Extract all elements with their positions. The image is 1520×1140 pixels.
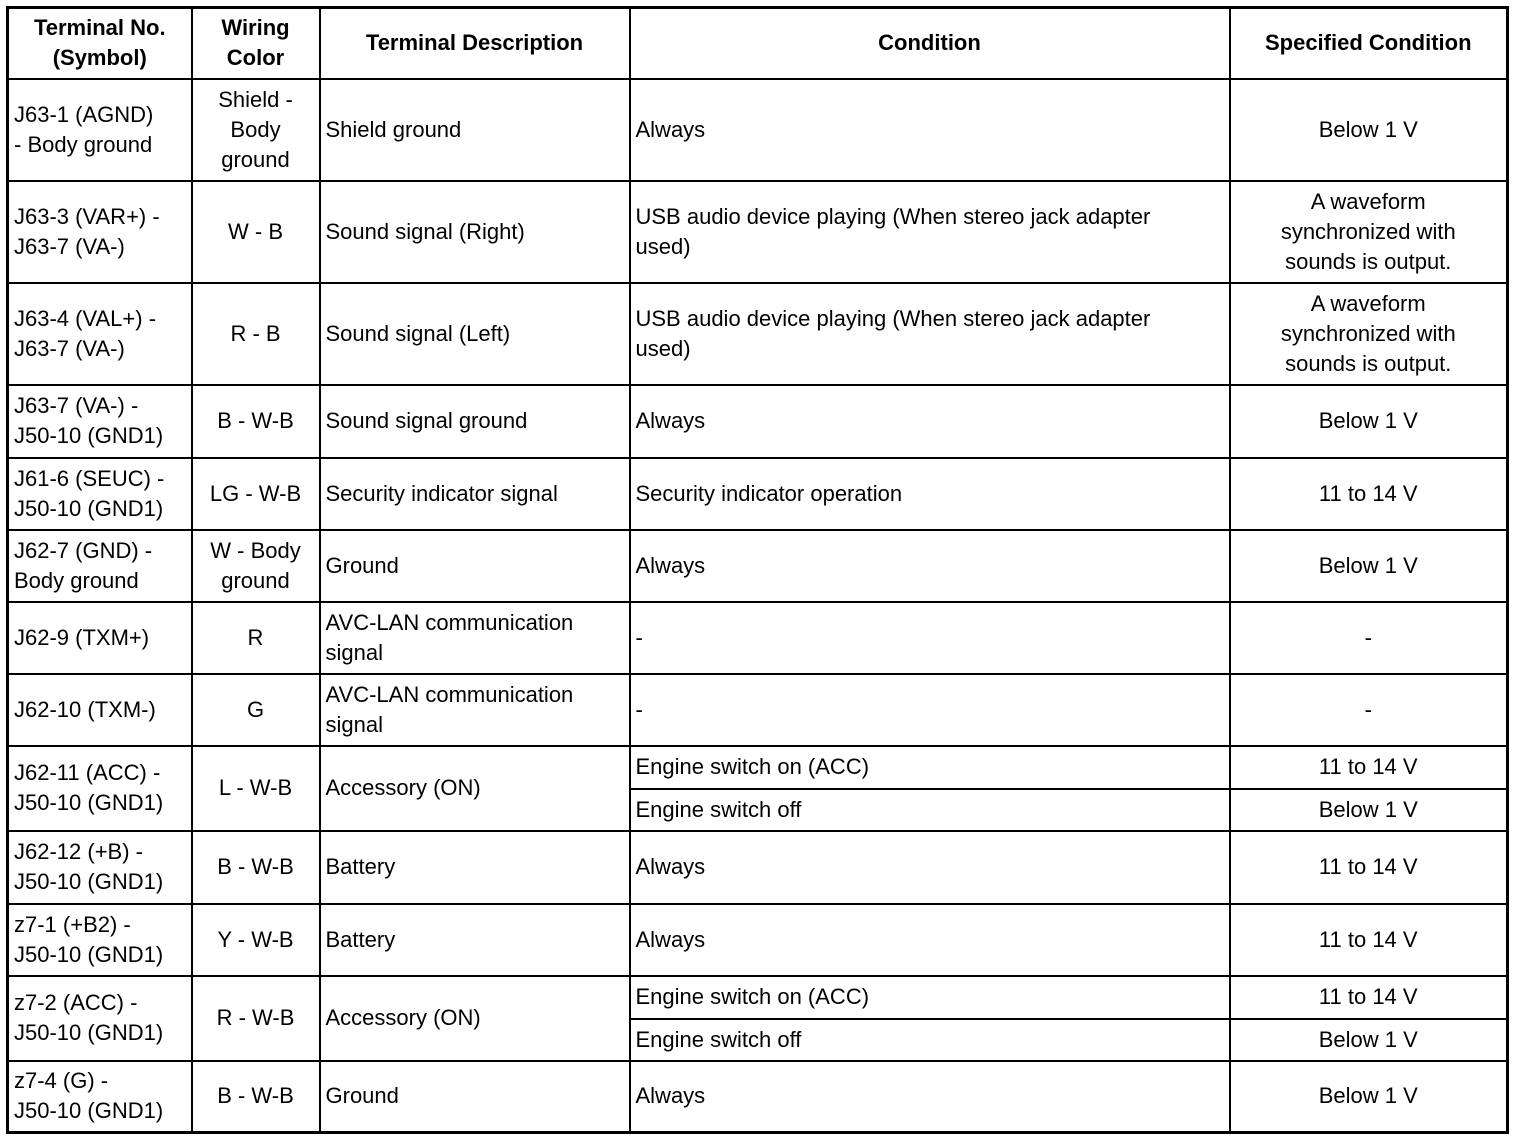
description-cell: AVC-LAN communication signal <box>320 602 630 674</box>
specified-condition-cell: Below 1 V <box>1230 79 1508 181</box>
wiring-color-cell: LG - W-B <box>192 458 320 530</box>
description-cell: Battery <box>320 904 630 976</box>
specified-condition-cell: A waveform synchronized with sounds is output. <box>1230 181 1508 283</box>
description-cell: Battery <box>320 831 630 904</box>
specified-condition-cell: 11 to 14 V <box>1230 831 1508 904</box>
description-cell: Shield ground <box>320 79 630 181</box>
specified-condition-cell: 11 to 14 V <box>1230 746 1508 789</box>
terminal-cell: J62-10 (TXM-) <box>8 674 192 746</box>
condition-cell: Always <box>630 904 1230 976</box>
table-row <box>8 283 1508 385</box>
condition-cell: Always <box>630 385 1230 458</box>
table-row <box>8 831 1508 904</box>
terminal-cell: J61-6 (SEUC) - J50-10 (GND1) <box>8 458 192 530</box>
terminal-cell: z7-4 (G) - J50-10 (GND1) <box>8 1061 192 1133</box>
terminal-cell: J63-3 (VAR+) - J63-7 (VA-) <box>8 181 192 283</box>
wiring-color-cell: B - W-B <box>192 831 320 904</box>
header-terminal: Terminal No. (Symbol) <box>8 8 192 79</box>
specified-condition-cell: 11 to 14 V <box>1230 904 1508 976</box>
specified-condition-cell: Below 1 V <box>1230 1019 1508 1061</box>
specified-condition-cell: - <box>1230 674 1508 746</box>
wiring-color-cell: R - W-B <box>192 976 320 1061</box>
header-terminal-description: Terminal Description <box>320 8 630 79</box>
terminal-cell: J62-7 (GND) - Body ground <box>8 530 192 602</box>
condition-cell: USB audio device playing (When stereo jack adapter used) <box>630 181 1230 283</box>
specified-condition-cell: 11 to 14 V <box>1230 458 1508 530</box>
wiring-color-cell: L - W-B <box>192 746 320 831</box>
wiring-color-cell: Y - W-B <box>192 904 320 976</box>
condition-cell: - <box>630 602 1230 674</box>
table-row <box>8 458 1508 530</box>
terminal-cell: J63-1 (AGND) - Body ground <box>8 79 192 181</box>
description-cell: Accessory (ON) <box>320 976 630 1061</box>
condition-cell: USB audio device playing (When stereo jack adapter used) <box>630 283 1230 385</box>
condition-cell: Security indicator operation <box>630 458 1230 530</box>
header-condition: Condition <box>630 8 1230 79</box>
specified-condition-cell: A waveform synchronized with sounds is output. <box>1230 283 1508 385</box>
description-cell: AVC-LAN communication signal <box>320 674 630 746</box>
table-row <box>8 181 1508 283</box>
wiring-color-cell: R - B <box>192 283 320 385</box>
header-wiring-color: Wiring Color <box>192 8 320 79</box>
description-cell: Ground <box>320 530 630 602</box>
table-row <box>8 530 1508 602</box>
terminal-cell: J62-9 (TXM+) <box>8 602 192 674</box>
table-row <box>8 385 1508 458</box>
condition-cell: Engine switch on (ACC) <box>630 746 1230 789</box>
wiring-color-cell: W - Body ground <box>192 530 320 602</box>
terminal-spec-table <box>6 6 1509 1134</box>
wiring-color-cell: R <box>192 602 320 674</box>
specified-condition-cell: Below 1 V <box>1230 530 1508 602</box>
specified-condition-cell: Below 1 V <box>1230 385 1508 458</box>
header-specified-condition: Specified Condition <box>1230 8 1508 79</box>
terminal-cell: J62-12 (+B) - J50-10 (GND1) <box>8 831 192 904</box>
specified-condition-cell: - <box>1230 602 1508 674</box>
condition-cell: Engine switch on (ACC) <box>630 976 1230 1019</box>
table-row <box>8 79 1508 181</box>
terminal-cell: J63-7 (VA-) - J50-10 (GND1) <box>8 385 192 458</box>
wiring-color-cell: G <box>192 674 320 746</box>
table-header <box>8 8 1508 79</box>
table-row <box>8 1061 1508 1133</box>
terminal-cell: z7-2 (ACC) - J50-10 (GND1) <box>8 976 192 1061</box>
description-cell: Ground <box>320 1061 630 1133</box>
table-row <box>8 904 1508 976</box>
terminal-cell: z7-1 (+B2) - J50-10 (GND1) <box>8 904 192 976</box>
terminal-cell: J63-4 (VAL+) - J63-7 (VA-) <box>8 283 192 385</box>
description-cell: Sound signal (Right) <box>320 181 630 283</box>
condition-cell: Always <box>630 831 1230 904</box>
specified-condition-cell: Below 1 V <box>1230 1061 1508 1133</box>
table-row <box>8 674 1508 746</box>
condition-cell: Always <box>630 530 1230 602</box>
condition-cell: Engine switch off <box>630 789 1230 831</box>
specified-condition-cell: Below 1 V <box>1230 789 1508 831</box>
wiring-color-cell: W - B <box>192 181 320 283</box>
description-cell: Accessory (ON) <box>320 746 630 831</box>
table-body <box>8 79 1508 1133</box>
table-row <box>8 976 1508 1019</box>
table-row <box>8 746 1508 789</box>
condition-cell: Always <box>630 79 1230 181</box>
terminal-cell: J62-11 (ACC) - J50-10 (GND1) <box>8 746 192 831</box>
condition-cell: Engine switch off <box>630 1019 1230 1061</box>
description-cell: Security indicator signal <box>320 458 630 530</box>
specified-condition-cell: 11 to 14 V <box>1230 976 1508 1019</box>
condition-cell: - <box>630 674 1230 746</box>
table-row <box>8 602 1508 674</box>
wiring-color-cell: B - W-B <box>192 1061 320 1133</box>
wiring-color-cell: Shield - Body ground <box>192 79 320 181</box>
condition-cell: Always <box>630 1061 1230 1133</box>
wiring-color-cell: B - W-B <box>192 385 320 458</box>
description-cell: Sound signal (Left) <box>320 283 630 385</box>
description-cell: Sound signal ground <box>320 385 630 458</box>
